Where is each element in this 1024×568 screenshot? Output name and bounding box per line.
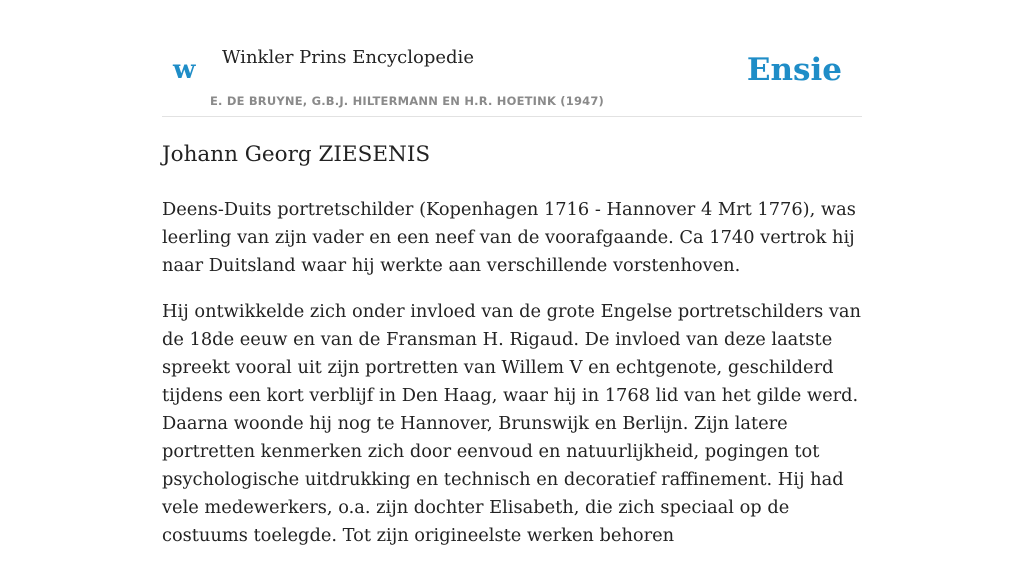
ensie-logo-link[interactable]: Ensie: [746, 52, 842, 88]
article: [162, 138, 862, 568]
winkler-prins-logo[interactable]: w: [173, 55, 196, 85]
source-authors: E. DE BRUYNE, G.B.J. HILTERMANN EN H.R. HOETINK (1947): [210, 94, 605, 108]
article-title: Johann Georg ZIESENIS: [162, 142, 431, 167]
source-title[interactable]: Winkler Prins Encyclopedie: [222, 47, 474, 68]
source-header: [162, 0, 862, 117]
article-paragraph: Deens-Duits portretschilder (Kopenhagen 1716 - Hannover 4 Mrt 1776), was leerling van zijn vader en een neef van de voorafgaande. Ca 1740 vertrok hij naar Duitsland waar hij werkte aan verschillende vorstenhoven.: [162, 199, 856, 276]
article-paragraph: Hij ontwikkelde zich onder invloed van de grote Engelse portretschilders van de 18de eeuw en van de Fransman H. Rigaud. De invloed van deze laatste spreekt vooral uit zijn portretten van Willem V en echtgenote, geschilderd tijdens een kort verblijf in Den Haag, waar hij in 1768 lid van het gilde werd. Daarna woonde hij nog te Hannover, Brunswijk en Berlijn. Zijn latere portretten kenmerken zich door eenvoud en natuurlijkheid, pogingen tot psychologische uitdrukking en technisch en decoratief raffinement. Hij had vele medewerkers, o.a. zijn dochter Elisabeth, die zich speciaal op de costuums toelegde. Tot zijn origineelste werken behoren: [162, 301, 861, 546]
